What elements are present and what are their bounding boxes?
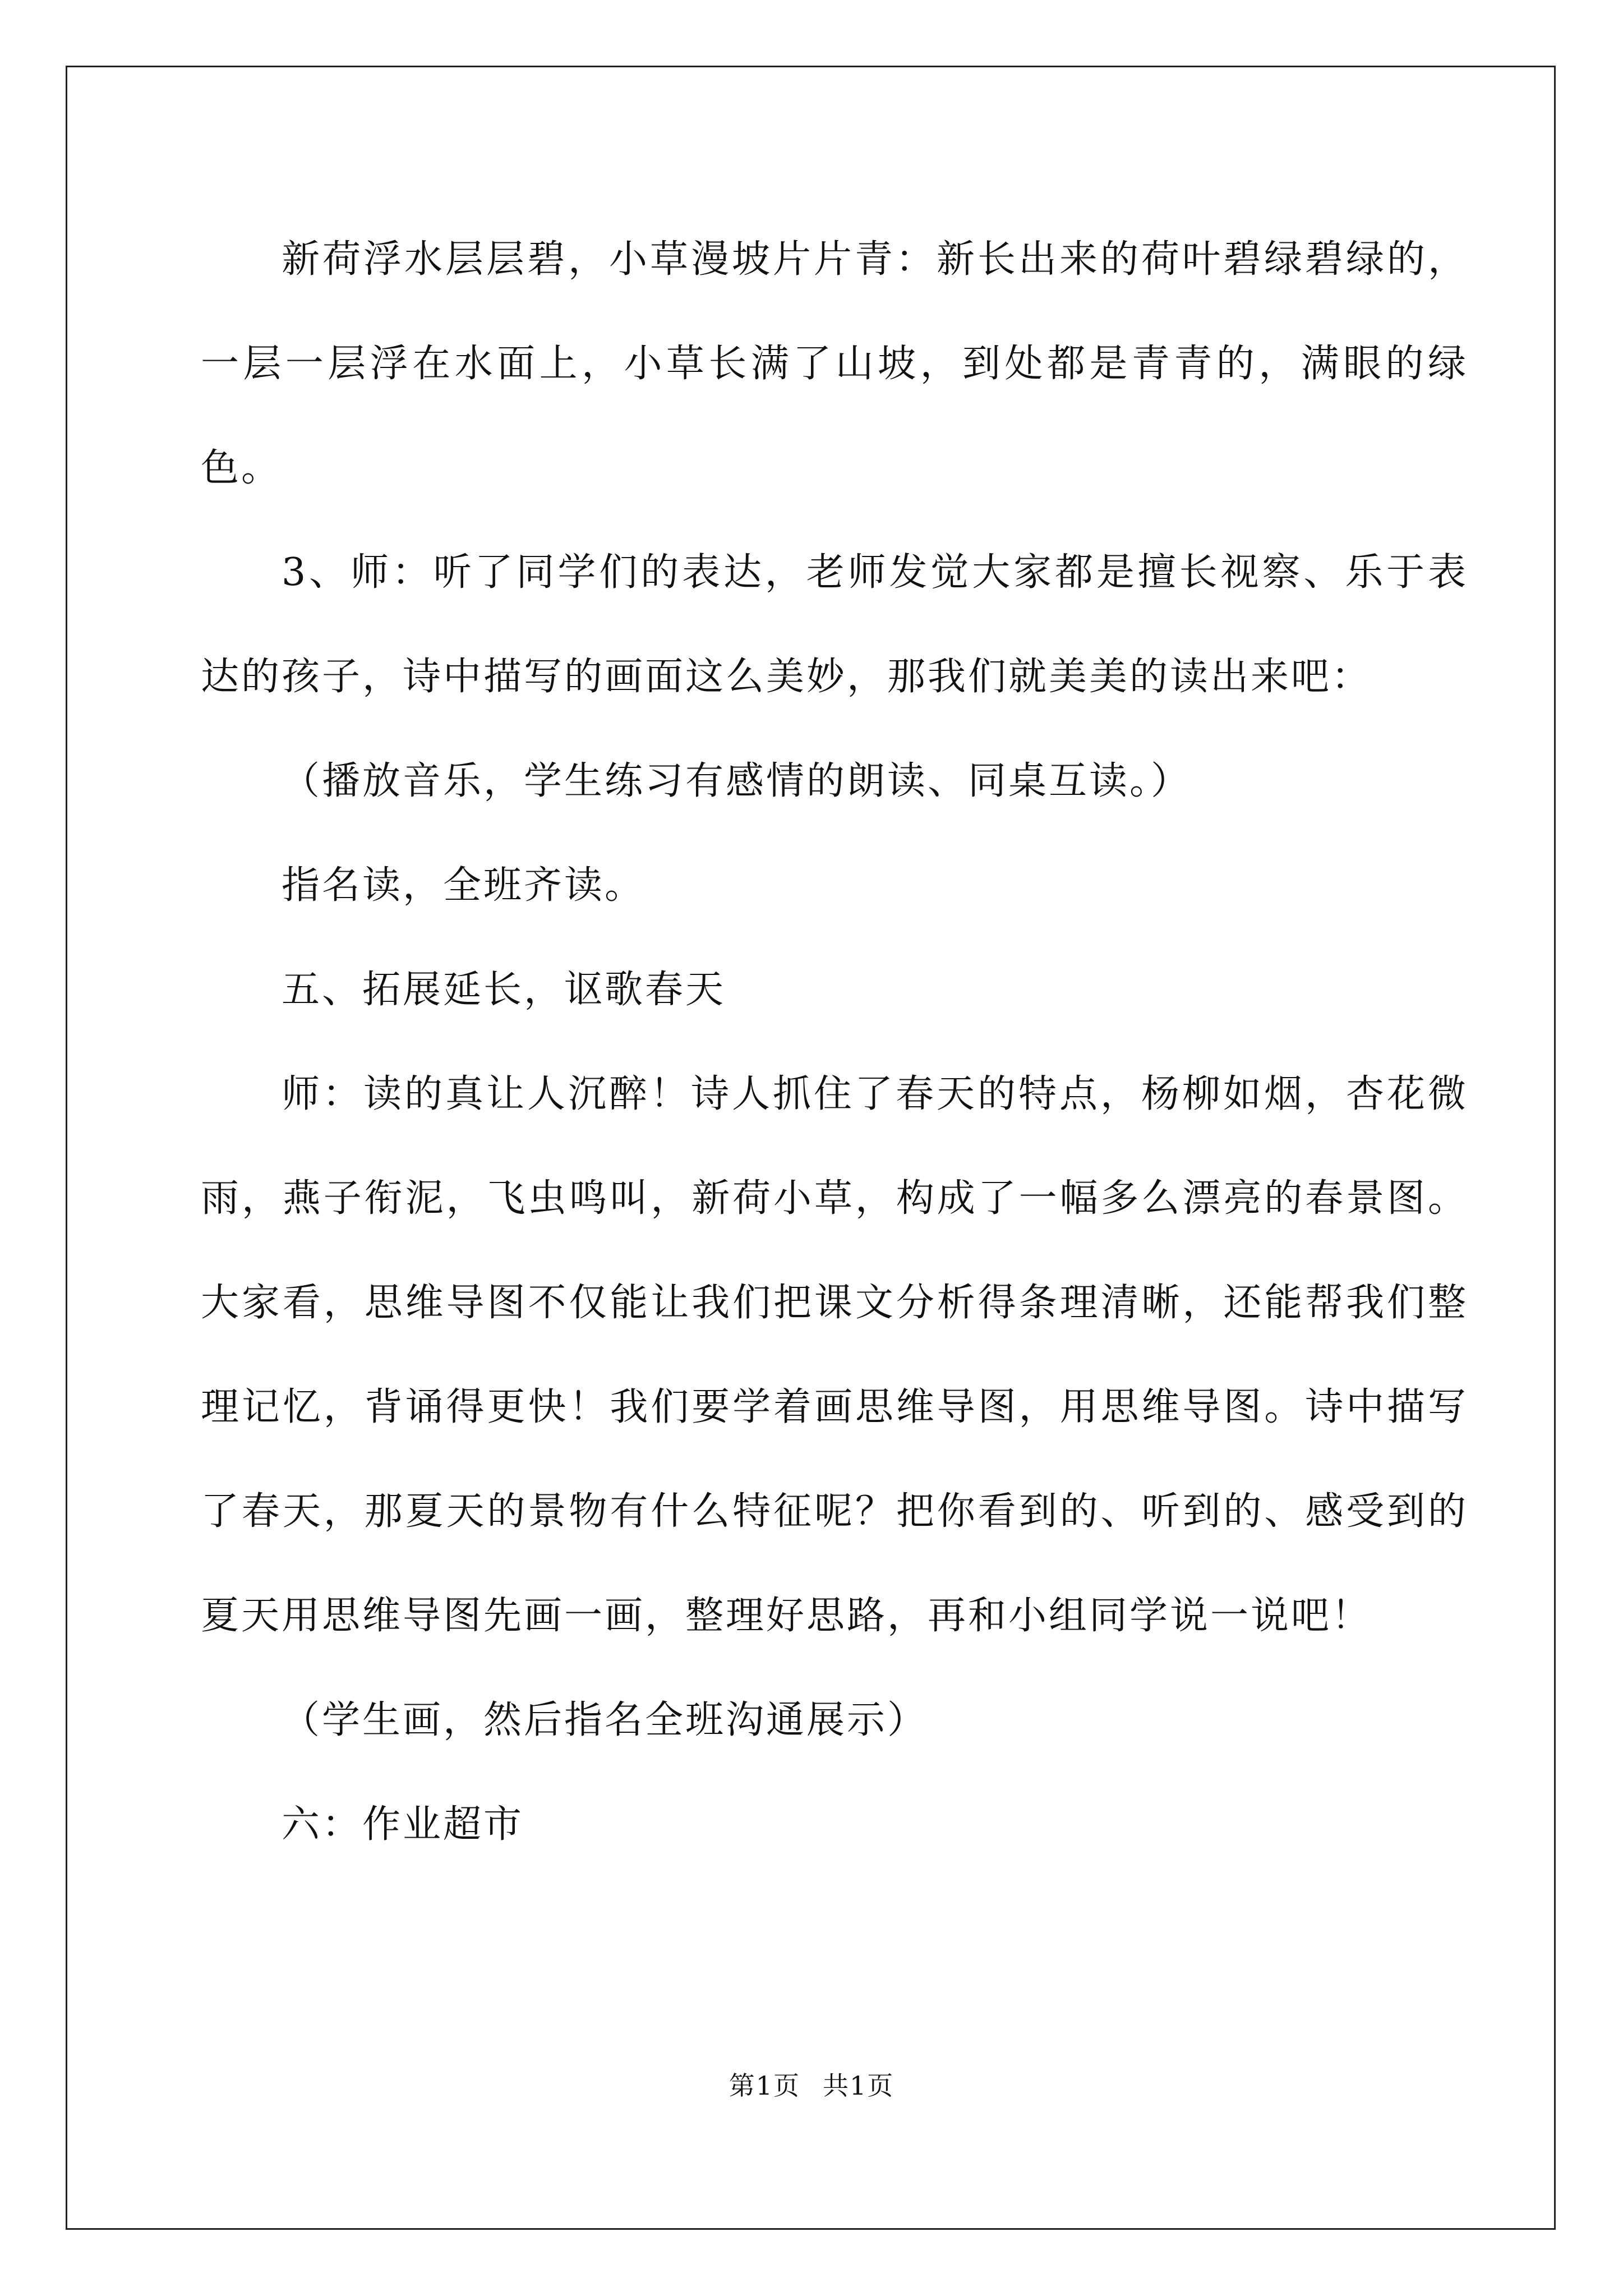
paragraph: （播放音乐，学生练习有感情的朗读、同桌互读。） xyxy=(282,759,1192,803)
paragraph: 指名读，全班齐读。 xyxy=(282,863,645,908)
paragraph: 新荷浮水层层碧，小草漫坡片片青：新长出来的荷叶碧绿碧绿的，一层一层浮在水面上，小草长满了山坡，到处都是青青的，满眼的绿色。 xyxy=(201,237,1468,490)
paragraph: （学生画，然后指名全班沟通展示） xyxy=(282,1698,928,1742)
page-total: 共1页 xyxy=(823,2070,895,2101)
section-heading: 五、拓展延长，讴歌春天 xyxy=(282,968,726,1012)
paragraph: 师：读的真让人沉醉！诗人抓住了春天的特点，杨柳如烟，杏花微雨，燕子衔泥，飞虫鸣叫，新荷小草，构成了一幅多么漂亮的春景图。大家看，思维导图不仅能让我们把课文分析得条理清晰，还能帮我们整理记忆，背诵得更快！我们要学着画思维导图，用思维导图。诗中描写了春天，那夏天的景物有什么特征呢？把你看到的、听到的、感受到的夏天用思维导图先画一画，整理好思路，再和小组同学说一说吧！ xyxy=(201,1072,1468,1638)
document-body xyxy=(201,208,1468,1877)
paragraph: 3、师：听了同学们的表达，老师发觉大家都是擅长视察、乐于表达的孩子，诗中描写的画面这么美妙，那我们就美美的读出来吧： xyxy=(201,550,1468,699)
section-heading: 六：作业超市 xyxy=(282,1802,524,1847)
page-number: 第1页 xyxy=(728,2070,800,2101)
page-footer xyxy=(0,2065,1623,2102)
